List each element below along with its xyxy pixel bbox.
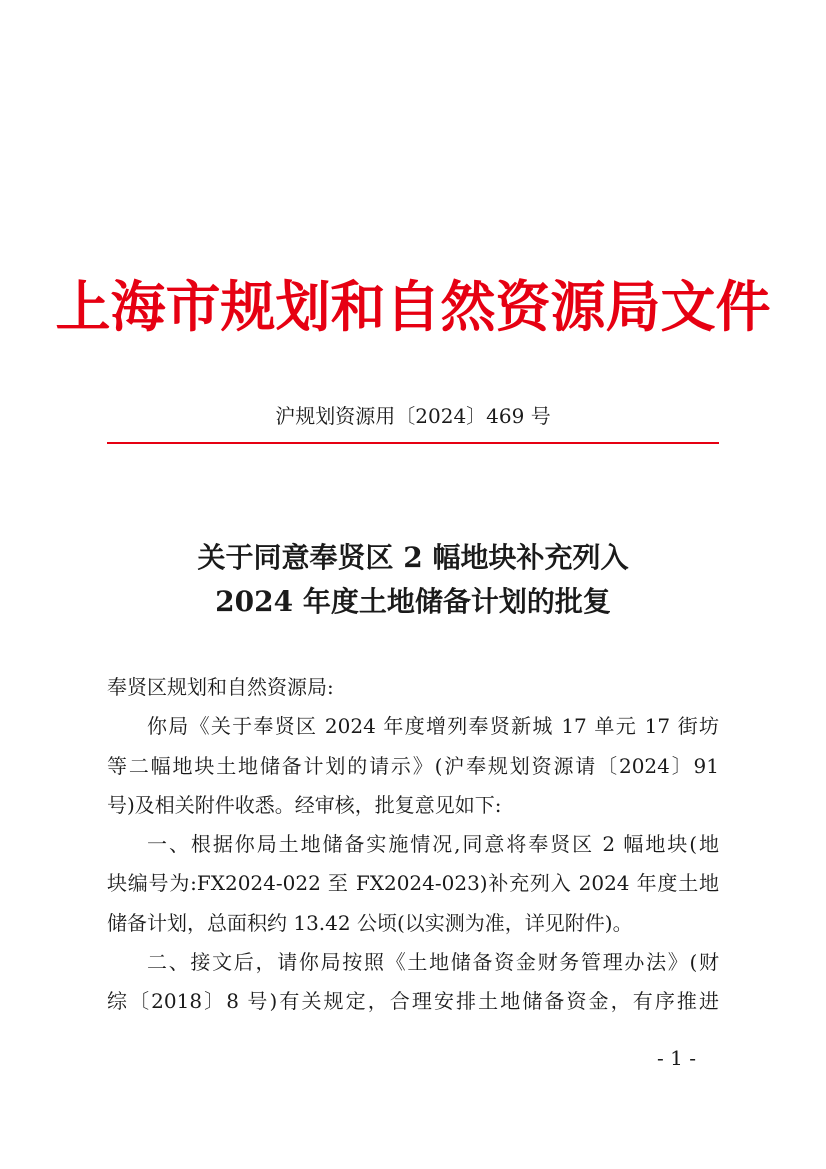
document-subject [0, 536, 826, 624]
paragraph-2-line-1: 一、根据你局土地储备实施情况,同意将奉贤区 2 幅地块(地 [147, 832, 719, 857]
paragraph-1-line-3: 号)及相关附件收悉。经审核，批复意见如下: [107, 792, 502, 817]
page-number: - 1 - [657, 1046, 696, 1070]
paragraph-2-line-2: 块编号为:FX2024-022 至 FX2024-023)补充列入 2024 年度土地 [107, 871, 719, 896]
salutation: 奉贤区规划和自然资源局: [107, 675, 334, 699]
paragraph-3-line-2: 综〔2018〕8 号)有关规定，合理安排土地储备资金，有序推进 [107, 989, 719, 1014]
subject-line-2: 2024 年度土地储备计划的批复 [215, 585, 611, 618]
paragraph-2-line-3: 储备计划，总面积约 13.42 公顷(以实测为准，详见附件)。 [107, 910, 633, 935]
subject-line-1: 关于同意奉贤区 2 幅地块补充列入 [197, 541, 629, 574]
paragraph-3-line-1: 二、接文后，请你局按照《土地储备资金财务管理办法》(财 [147, 950, 719, 975]
document-body [107, 668, 719, 1022]
paragraph-1-line-2: 等二幅地块土地储备计划的请示》(沪奉规划资源请〔2024〕91 [107, 753, 719, 778]
red-divider-line [107, 442, 719, 444]
document-number: 沪规划资源用〔2024〕469 号 [275, 404, 551, 428]
document-issuer-title: 上海市规划和自然资源局文件 [55, 274, 771, 339]
paragraph-1-line-1: 你局《关于奉贤区 2024 年度增列奉贤新城 17 单元 17 街坊 [147, 714, 719, 739]
